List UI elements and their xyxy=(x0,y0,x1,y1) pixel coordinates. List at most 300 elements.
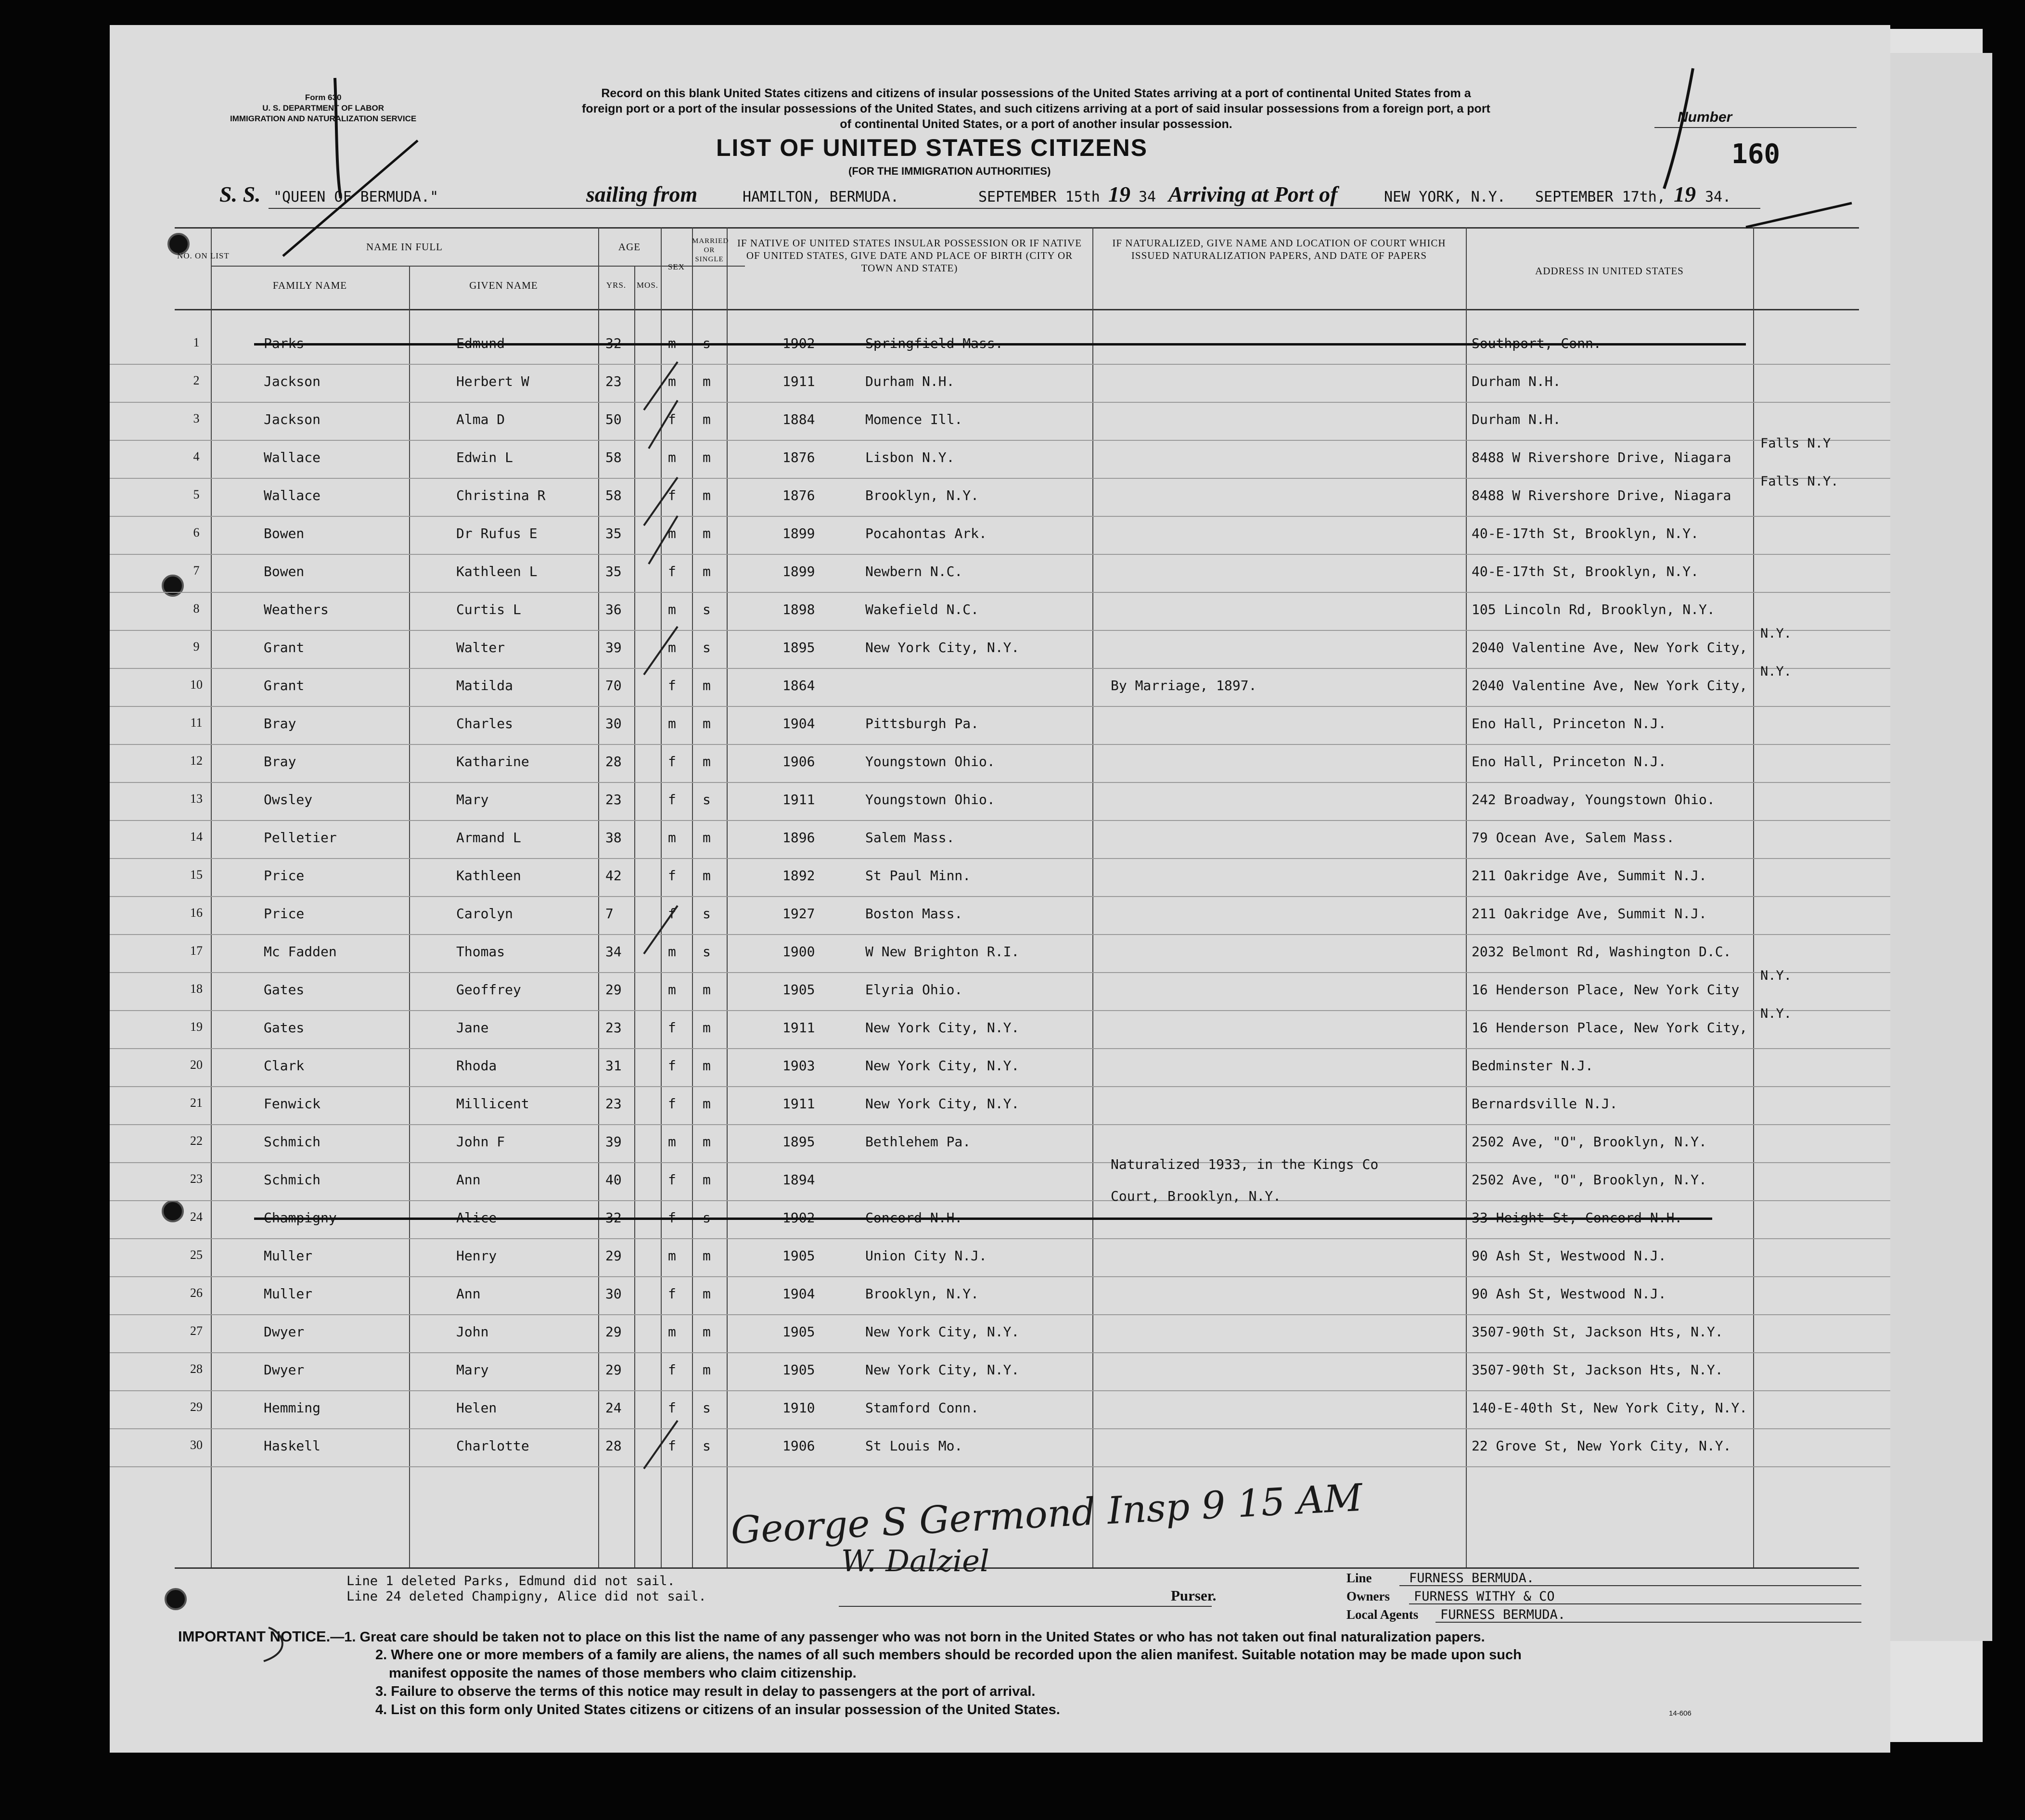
cell-no: 3 xyxy=(193,411,200,425)
cell-given: Armand L xyxy=(456,830,521,846)
cell-year: 1895 xyxy=(782,1134,815,1150)
cell-place: St Paul Minn. xyxy=(865,868,971,884)
col-header-naturalized: IF NATURALIZED, GIVE NAME AND LOCATION OF COURT WHICH ISSUED NATURALIZATION PAPERS, AND DATE OF PAPERS xyxy=(1112,237,1446,261)
cell-year: 1906 xyxy=(782,1438,815,1454)
cell-given: Kathleen xyxy=(456,868,521,884)
notice-title: IMPORTANT NOTICE. xyxy=(178,1628,331,1645)
cell-given: Mary xyxy=(456,1362,489,1378)
form-code: 14-606 xyxy=(1669,1709,1692,1717)
cell-addr: 3507-90th St, Jackson Hts, N.Y. xyxy=(1472,1362,1723,1378)
cell-addr-continued: Falls N.Y xyxy=(1760,436,1831,451)
cell-given: Curtis L xyxy=(456,602,521,617)
pen-stroke xyxy=(1664,68,1693,189)
cell-yrs: 58 xyxy=(605,487,622,503)
cell-addr: 2032 Belmont Rd, Washington D.C. xyxy=(1472,944,1731,960)
purser-label: Purser. xyxy=(1171,1587,1217,1604)
cell-family: Price xyxy=(264,906,305,922)
cell-addr: 140-E-40th St, New York City, N.Y. xyxy=(1472,1400,1748,1416)
cell-family: Bowen xyxy=(264,564,305,579)
col-header-address: ADDRESS IN UNITED STATES xyxy=(1535,265,1684,277)
cell-place: Bethlehem Pa. xyxy=(865,1134,971,1150)
cell-ms: m xyxy=(703,678,711,693)
cell-yrs: 35 xyxy=(605,564,622,579)
cell-family: Schmich xyxy=(264,1172,321,1188)
cell-no: 13 xyxy=(190,792,203,806)
cell-addr: Durham N.H. xyxy=(1472,411,1561,427)
pen-stroke xyxy=(283,141,418,256)
cell-sex: f xyxy=(668,1286,676,1302)
cell-given: Carolyn xyxy=(456,906,513,922)
notice-item: 4. List on this form only United States citizens or citizens of an insular possession of the United States. xyxy=(375,1702,1060,1717)
cell-addr: Eno Hall, Princeton N.J. xyxy=(1472,754,1666,769)
cell-no: 12 xyxy=(190,754,203,768)
cell-no: 27 xyxy=(190,1324,203,1338)
cell-ms: m xyxy=(703,1362,711,1378)
cell-sex: f xyxy=(668,487,676,503)
cell-family: Hemming xyxy=(264,1400,321,1416)
cell-addr-continued: N.Y. xyxy=(1760,626,1792,641)
cell-place: Youngstown Ohio. xyxy=(865,754,995,769)
cell-given: John xyxy=(456,1324,489,1340)
cell-ms: s xyxy=(703,1400,711,1416)
cell-sex: m xyxy=(668,1248,676,1264)
cell-place: Stamford Conn. xyxy=(865,1400,979,1416)
cell-addr: Bedminster N.J. xyxy=(1472,1058,1593,1074)
cell-given: Herbert W xyxy=(456,373,529,389)
manifest-sheet xyxy=(110,25,1890,1753)
cell-yrs: 35 xyxy=(605,525,622,541)
cell-place: W New Brighton R.I. xyxy=(865,944,1020,960)
cell-family: Bowen xyxy=(264,525,305,541)
cell-place: New York City, N.Y. xyxy=(865,640,1020,655)
cell-given: Dr Rufus E xyxy=(456,525,538,541)
cell-year: 1904 xyxy=(782,716,815,731)
col-header-age: AGE xyxy=(618,241,641,253)
form-title: LIST OF UNITED STATES CITIZENS xyxy=(716,134,1148,161)
arriving-label: Arriving at Port of xyxy=(1168,182,1338,206)
cell-given: Christina R xyxy=(456,487,546,503)
cell-family: Mc Fadden xyxy=(264,944,337,960)
record-note-line: of continental United States, or a port of another insular possession. xyxy=(840,117,1232,131)
year-prefix: 19 xyxy=(1674,182,1696,206)
cell-addr: Durham N.H. xyxy=(1472,373,1561,389)
cell-ms: s xyxy=(703,944,711,960)
cell-family: Grant xyxy=(264,640,305,655)
cell-place: New York City, N.Y. xyxy=(865,1096,1020,1112)
cell-year: 1911 xyxy=(782,792,815,807)
cell-place: Pocahontas Ark. xyxy=(865,525,987,541)
cell-given: Rhoda xyxy=(456,1058,497,1074)
cell-family: Jackson xyxy=(264,373,321,389)
cell-addr: 40-E-17th St, Brooklyn, N.Y. xyxy=(1472,564,1699,579)
cell-place: Brooklyn, N.Y. xyxy=(865,1286,979,1302)
cell-sex: f xyxy=(668,754,676,769)
cell-addr: 16 Henderson Place, New York City xyxy=(1472,982,1740,998)
cell-no: 2 xyxy=(193,373,200,387)
cell-given: John F xyxy=(456,1134,505,1150)
cell-no: 8 xyxy=(193,602,200,615)
cell-no: 28 xyxy=(190,1362,203,1376)
cell-no: 21 xyxy=(190,1096,203,1110)
cell-yrs: 23 xyxy=(605,792,622,807)
cell-sex: f xyxy=(668,1172,676,1188)
cell-yrs: 40 xyxy=(605,1172,622,1188)
handwritten-marks xyxy=(110,25,1890,1753)
agents-value: FURNESS BERMUDA. xyxy=(1440,1607,1566,1622)
cell-ms: m xyxy=(703,830,711,846)
cell-no: 30 xyxy=(190,1438,203,1452)
cell-given: Helen xyxy=(456,1400,497,1416)
cell-no: 29 xyxy=(190,1400,203,1414)
cell-yrs: 36 xyxy=(605,602,622,617)
cell-given: Henry xyxy=(456,1248,497,1264)
cell-addr: 79 Ocean Ave, Salem Mass. xyxy=(1472,830,1675,846)
cell-place: New York City, N.Y. xyxy=(865,1362,1020,1378)
cell-no: 26 xyxy=(190,1286,203,1300)
cell-year: 1906 xyxy=(782,754,815,769)
cell-addr: 2040 Valentine Ave, New York City, xyxy=(1472,640,1748,655)
cell-addr: 3507-90th St, Jackson Hts, N.Y. xyxy=(1472,1324,1723,1340)
departure-date: SEPTEMBER 15th xyxy=(978,189,1100,205)
cell-year: 1905 xyxy=(782,1362,815,1378)
cell-addr-continued: N.Y. xyxy=(1760,664,1792,679)
cell-year: 1911 xyxy=(782,1096,815,1112)
list-number: 160 xyxy=(1731,139,1781,170)
cell-sex: f xyxy=(668,1400,676,1416)
deleted-note: Line 24 deleted Champigny, Alice did not sail. xyxy=(346,1589,706,1604)
pen-stroke xyxy=(335,78,341,198)
cell-yrs: 28 xyxy=(605,754,622,769)
cell-nat-continued: Court, Brooklyn, N.Y. xyxy=(1111,1188,1282,1204)
cell-yrs: 31 xyxy=(605,1058,622,1074)
ss-label: S. S. xyxy=(219,182,261,206)
cell-addr: 22 Grove St, New York City, N.Y. xyxy=(1472,1438,1731,1454)
record-note-line: foreign port or a port of the insular possessions of the United States, and such citizens arriving at a port of said insular possessions from a foreign port, a port xyxy=(582,102,1490,115)
cell-given: Kathleen L xyxy=(456,564,538,579)
cell-year: 1864 xyxy=(782,678,815,693)
cell-ms: m xyxy=(703,1324,711,1340)
owners-value: FURNESS WITHY & CO xyxy=(1414,1589,1555,1604)
cell-ms: m xyxy=(703,868,711,884)
cell-family: Fenwick xyxy=(264,1096,321,1112)
cell-family: Price xyxy=(264,868,305,884)
cell-family: Haskell xyxy=(264,1438,321,1454)
inspector-signature: George S Germond Insp 9 15 AM xyxy=(730,1476,1364,1553)
cell-yrs: 28 xyxy=(605,1438,622,1454)
cell-no: 24 xyxy=(190,1210,203,1224)
cell-no: 15 xyxy=(190,868,203,882)
cell-yrs: 29 xyxy=(605,1248,622,1264)
cell-ms: m xyxy=(703,1248,711,1264)
line-value: FURNESS BERMUDA. xyxy=(1409,1571,1535,1586)
cell-ms: s xyxy=(703,1438,711,1454)
cell-yrs: 29 xyxy=(605,1362,622,1378)
cell-year: 1927 xyxy=(782,906,815,922)
cell-sex: m xyxy=(668,449,676,465)
arrival-year: 34. xyxy=(1705,189,1731,205)
cell-year: 1898 xyxy=(782,602,815,617)
cell-no: 4 xyxy=(193,449,200,463)
cell-ms: m xyxy=(703,449,711,465)
cell-yrs: 23 xyxy=(605,1020,622,1036)
cell-no: 10 xyxy=(190,678,203,692)
cell-place: Boston Mass. xyxy=(865,906,963,922)
year-prefix: 19 xyxy=(1108,182,1130,206)
departure-port: HAMILTON, BERMUDA. xyxy=(743,189,899,205)
cell-ms: s xyxy=(703,792,711,807)
cell-addr-continued: Falls N.Y. xyxy=(1760,474,1839,489)
cell-year: 1900 xyxy=(782,944,815,960)
col-header-mos: MOS. xyxy=(636,281,659,290)
cell-ms: m xyxy=(703,1020,711,1036)
cell-sex: f xyxy=(668,1058,676,1074)
cell-sex: m xyxy=(668,640,676,655)
cell-place: Durham N.H. xyxy=(865,373,955,389)
cell-year: 1895 xyxy=(782,640,815,655)
cell-no: 5 xyxy=(193,487,200,501)
cell-no: 25 xyxy=(190,1248,203,1262)
cell-given: Alma D xyxy=(456,411,505,427)
col-header-family: FAMILY NAME xyxy=(272,280,347,291)
cell-place: New York City, N.Y. xyxy=(865,1324,1020,1340)
cell-year: 1904 xyxy=(782,1286,815,1302)
cell-ms: m xyxy=(703,1058,711,1074)
cell-no: 19 xyxy=(190,1020,203,1034)
cell-given: Matilda xyxy=(456,678,513,693)
cell-addr: Eno Hall, Princeton N.J. xyxy=(1472,716,1666,731)
cell-given: Edwin L xyxy=(456,449,513,465)
cell-place: New York City, N.Y. xyxy=(865,1020,1020,1036)
cell-sex: f xyxy=(668,411,676,427)
cell-ms: s xyxy=(703,640,711,655)
cell-year: 1896 xyxy=(782,830,815,846)
cell-sex: f xyxy=(668,906,676,922)
cell-place: Union City N.J. xyxy=(865,1248,987,1264)
cell-ms: m xyxy=(703,716,711,731)
cell-place: Lisbon N.Y. xyxy=(865,449,955,465)
cell-addr: 2502 Ave, "O", Brooklyn, N.Y. xyxy=(1472,1134,1707,1150)
cell-family: Bray xyxy=(264,716,296,731)
cell-given: Millicent xyxy=(456,1096,529,1112)
cell-place: Momence Ill. xyxy=(865,411,963,427)
cell-no: 6 xyxy=(193,525,200,539)
cell-yrs: 23 xyxy=(605,373,622,389)
notice-item: manifest opposite the names of those members who claim citizenship. xyxy=(389,1666,857,1681)
cell-year: 1899 xyxy=(782,564,815,579)
cell-year: 1903 xyxy=(782,1058,815,1074)
cell-given: Walter xyxy=(456,640,505,655)
cell-ms: s xyxy=(703,602,711,617)
cell-sex: m xyxy=(668,982,676,998)
cell-sex: f xyxy=(668,1362,676,1378)
cell-place: Newbern N.C. xyxy=(865,564,963,579)
cell-yrs: 38 xyxy=(605,830,622,846)
cell-family: Wallace xyxy=(264,487,321,503)
cell-addr: 90 Ash St, Westwood N.J. xyxy=(1472,1248,1666,1264)
cell-given: Ann xyxy=(456,1172,481,1188)
cell-year: 1894 xyxy=(782,1172,815,1188)
cell-no: 14 xyxy=(190,830,203,844)
cell-given: Ann xyxy=(456,1286,481,1302)
cell-place: Elyria Ohio. xyxy=(865,982,963,998)
owners-label: Owners xyxy=(1346,1589,1390,1603)
service-name: IMMIGRATION AND NATURALIZATION SERVICE xyxy=(230,114,417,123)
cell-place: St Louis Mo. xyxy=(865,1438,963,1454)
cell-sex: m xyxy=(668,525,676,541)
cell-sex: m xyxy=(668,830,676,846)
cell-ms: m xyxy=(703,1286,711,1302)
pen-stroke xyxy=(264,1628,282,1661)
cell-family: Gates xyxy=(264,1020,305,1036)
cell-no: 18 xyxy=(190,982,203,996)
arrival-date: SEPTEMBER 17th, xyxy=(1535,189,1666,205)
cell-no: 7 xyxy=(193,564,200,577)
cell-family: Weathers xyxy=(264,602,329,617)
col-header-married: MARRIED OR SINGLE xyxy=(692,237,729,263)
cell-sex: m xyxy=(668,716,676,731)
cell-family: Dwyer xyxy=(264,1362,305,1378)
cell-ms: m xyxy=(703,411,711,427)
cell-sex: f xyxy=(668,1020,676,1036)
cell-sex: m xyxy=(668,373,676,389)
cell-no: 16 xyxy=(190,906,203,920)
cell-sex: m xyxy=(668,944,676,960)
cell-year: 1899 xyxy=(782,525,815,541)
cell-no: 20 xyxy=(190,1058,203,1072)
cell-year: 1911 xyxy=(782,1020,815,1036)
col-header-birth: IF NATIVE OF UNITED STATES INSULAR POSSESSION OR IF NATIVE OF UNITED STATES, GIVE DATE AND PLACE OF BIRTH (CITY OR TOWN AND STATE) xyxy=(737,237,1082,274)
cell-year: 1910 xyxy=(782,1400,815,1416)
cell-addr-continued: N.Y. xyxy=(1760,968,1792,983)
purser-signature: W. Dalziel xyxy=(841,1543,989,1578)
col-header-yrs: YRS. xyxy=(606,281,627,290)
cell-family: Muller xyxy=(264,1248,313,1264)
cell-given: Jane xyxy=(456,1020,489,1036)
cell-ms: m xyxy=(703,754,711,769)
cell-yrs: 50 xyxy=(605,411,622,427)
cell-given: Mary xyxy=(456,792,489,807)
cell-family: Grant xyxy=(264,678,305,693)
cell-ms: s xyxy=(703,906,711,922)
cell-family: Pelletier xyxy=(264,830,337,846)
col-header-given: GIVEN NAME xyxy=(469,280,538,291)
cell-ms: m xyxy=(703,525,711,541)
deleted-note: Line 1 deleted Parks, Edmund did not sail. xyxy=(346,1574,675,1589)
record-note-line: Record on this blank United States citizens and citizens of insular possessions of the United States arriving at a port of continental United States from a xyxy=(601,87,1471,100)
cell-sex: m xyxy=(668,602,676,617)
cell-year: 1884 xyxy=(782,411,815,427)
cell-addr-continued: N.Y. xyxy=(1760,1006,1792,1021)
cell-ms: m xyxy=(703,373,711,389)
cell-place: Youngstown Ohio. xyxy=(865,792,995,807)
cell-family: Gates xyxy=(264,982,305,998)
cell-yrs: 7 xyxy=(605,906,614,922)
number-label: Number xyxy=(1678,109,1732,125)
cell-family: Wallace xyxy=(264,449,321,465)
cell-sex: f xyxy=(668,564,676,579)
cell-yrs: 29 xyxy=(605,982,622,998)
cell-ms: m xyxy=(703,1134,711,1150)
cell-year: 1905 xyxy=(782,982,815,998)
sailing-label: sailing from xyxy=(586,182,698,206)
cell-family: Owsley xyxy=(264,792,313,807)
cell-given: Katharine xyxy=(456,754,529,769)
cell-ms: m xyxy=(703,982,711,998)
cell-nat: By Marriage, 1897. xyxy=(1111,678,1257,693)
check-marks xyxy=(644,362,678,1469)
cell-year: 1876 xyxy=(782,487,815,503)
cell-yrs: 39 xyxy=(605,1134,622,1150)
cell-place: Pittsburgh Pa. xyxy=(865,716,979,731)
cell-addr: 211 Oakridge Ave, Summit N.J. xyxy=(1472,868,1707,884)
cell-nat: Naturalized 1933, in the Kings Co xyxy=(1111,1156,1379,1172)
cell-given: Charlotte xyxy=(456,1438,529,1454)
cell-year: 1905 xyxy=(782,1324,815,1340)
col-header-sex: SEX xyxy=(667,262,685,271)
cell-sex: f xyxy=(668,678,676,693)
cell-sex: m xyxy=(668,1134,676,1150)
cell-family: Clark xyxy=(264,1058,305,1074)
notice-item: —1. Great care should be taken not to place on this list the name of any passenger who was not born in the United States or who has not taken out final naturalization papers. xyxy=(330,1629,1485,1645)
departure-year: 34 xyxy=(1139,189,1156,205)
cell-yrs: 39 xyxy=(605,640,622,655)
cell-no: 9 xyxy=(193,640,200,654)
cell-addr: 16 Henderson Place, New York City, xyxy=(1472,1020,1748,1036)
col-header-no: NO. ON LIST xyxy=(177,251,230,260)
cell-place: Wakefield N.C. xyxy=(865,602,979,617)
cell-place: Brooklyn, N.Y. xyxy=(865,487,979,503)
cell-year: 1911 xyxy=(782,373,815,389)
cell-family: Bray xyxy=(264,754,296,769)
cell-yrs: 30 xyxy=(605,716,622,731)
cell-place: Salem Mass. xyxy=(865,830,955,846)
notice-item: 3. Failure to observe the terms of this notice may result in delay to passengers at the port of arrival. xyxy=(375,1684,1036,1699)
cell-no: 11 xyxy=(190,716,203,730)
cell-addr: 105 Lincoln Rd, Brooklyn, N.Y. xyxy=(1472,602,1715,617)
cell-no: 23 xyxy=(190,1172,203,1186)
cell-ms: m xyxy=(703,487,711,503)
cell-yrs: 70 xyxy=(605,678,622,693)
cell-ms: m xyxy=(703,1172,711,1188)
cell-addr: 90 Ash St, Westwood N.J. xyxy=(1472,1286,1666,1302)
cell-sex: m xyxy=(668,1324,676,1340)
cell-given: Geoffrey xyxy=(456,982,521,998)
cell-addr: 2502 Ave, "O", Brooklyn, N.Y. xyxy=(1472,1172,1707,1188)
cell-sex: f xyxy=(668,1096,676,1112)
cell-family: Schmich xyxy=(264,1134,321,1150)
cell-yrs: 30 xyxy=(605,1286,622,1302)
ship-name: "QUEEN OF BERMUDA." xyxy=(273,189,439,205)
cell-addr: 211 Oakridge Ave, Summit N.J. xyxy=(1472,906,1707,922)
cell-ms: m xyxy=(703,1096,711,1112)
cell-place: New York City, N.Y. xyxy=(865,1058,1020,1074)
cell-yrs: 58 xyxy=(605,449,622,465)
cell-family: Dwyer xyxy=(264,1324,305,1340)
cell-sex: f xyxy=(668,1438,676,1454)
cell-addr: 2040 Valentine Ave, New York City, xyxy=(1472,678,1748,693)
cell-year: 1892 xyxy=(782,868,815,884)
form-subtitle: (FOR THE IMMIGRATION AUTHORITIES) xyxy=(848,165,1051,177)
cell-no: 1 xyxy=(193,335,200,349)
cell-sex: f xyxy=(668,792,676,807)
cell-year: 1905 xyxy=(782,1248,815,1264)
cell-addr: 40-E-17th St, Brooklyn, N.Y. xyxy=(1472,525,1699,541)
cell-addr: Bernardsville N.J. xyxy=(1472,1096,1618,1112)
cell-no: 22 xyxy=(190,1134,203,1148)
cell-yrs: 29 xyxy=(605,1324,622,1340)
cell-given: Charles xyxy=(456,716,513,731)
cell-sex: f xyxy=(668,868,676,884)
